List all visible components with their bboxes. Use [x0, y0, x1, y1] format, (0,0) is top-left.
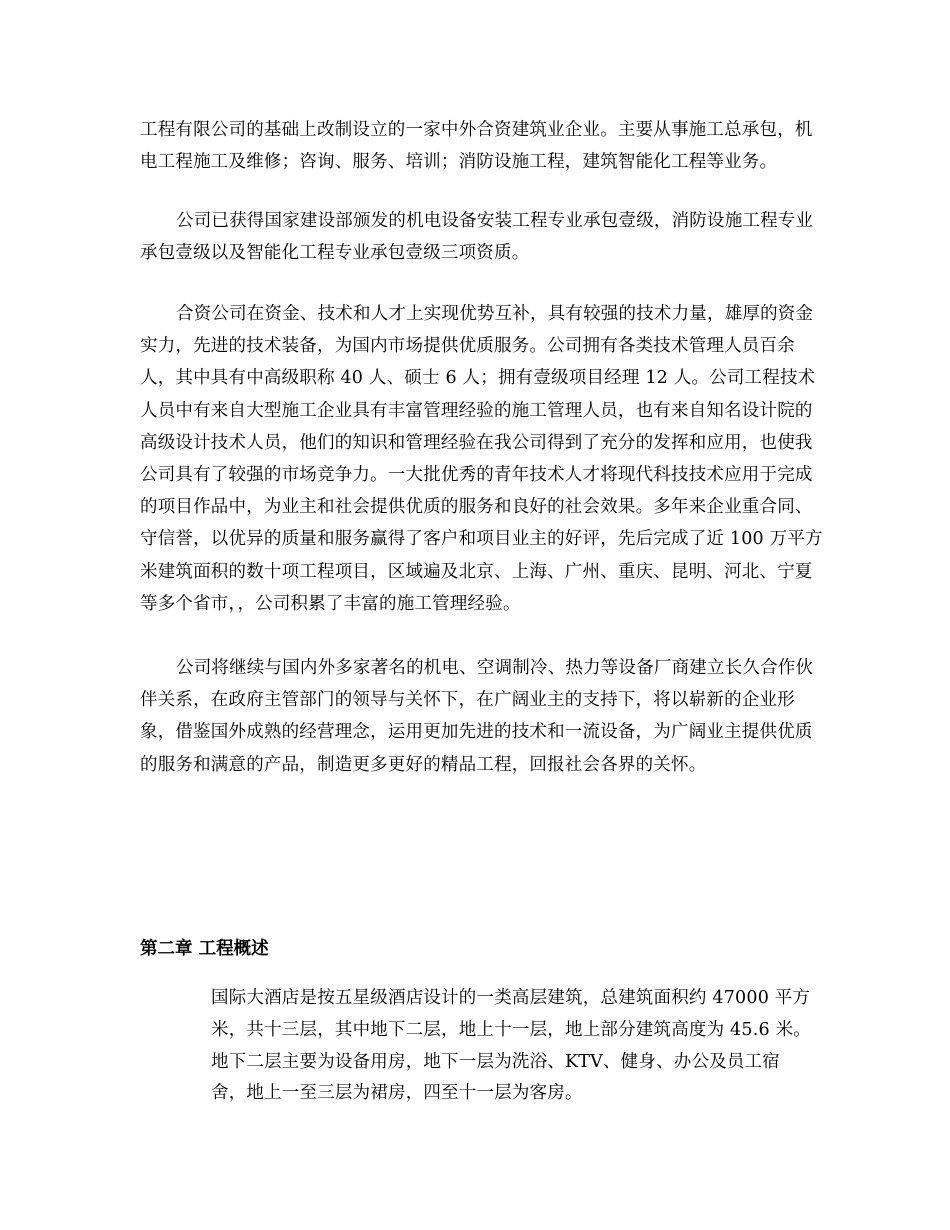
qualification-paragraph: 公司已获得国家建设部颁发的机电设备安装工程专业承包壹级，消防设施工程专业承包壹级以及智能化工程专业承包壹级三项资质。 — [140, 211, 814, 264]
company-strength-paragraph: 合资公司在资金、技术和人才上实现优势互补，具有较强的技术力量，雄厚的资金实力，先进的技术装备，为国内市场提供优质服务。公司拥有各类技术管理人员百余人，其中具有中高级职称 40 人、硕士 6 人；拥有壹级项目经理 12 人。公司工程技术人员中有来自大型施工企业具有丰富管理经验的施工管理人员，也有来自知名设计院的高级设计技术人员，他们的知识和管理经验在我公司得到了充分的发挥和应用，也使我公司具有了较强的市场竞争力。一大批优秀的青年技术人才将现代科技技术应用于完成的项目作品中，为业主和社会提供优质的服务和良好的社会效果。多年来企业重合同、守信誉，以优异的质量和服务赢得了客户和项目业主的好评，先后完成了近 100 万平方米建筑面积的数十项工程项目，区域遍及北京、上海、广州、重庆、昆明、河北、宁夏等多个省市，，公司积累了丰富的施工管理经验。 — [140, 304, 823, 614]
company-outlook-paragraph: 公司将继续与国内外多家著名的机电、空调制冷、热力等设备厂商建立长久合作伙伴关系，在政府主管部门的领导与关怀下，在广阔业主的支持下，将以崭新的企业形象，借鉴国外成熟的经营理念，运用更加先进的技术和一流设备，为广阔业主提供优质的服务和满意的产品，制造更多更好的精品工程，回报社会各界的关怀。 — [140, 658, 814, 775]
company-intro-paragraph: 工程有限公司的基础上改制设立的一家中外合资建筑业企业。主要从事施工总承包，机电工程施工及维修；咨询、服务、培训；消防设施工程，建筑智能化工程等业务。 — [140, 120, 813, 173]
project-overview-paragraph: 国际大酒店是按五星级酒店设计的一类高层建筑，总建筑面积约 47000 平方米，共十三层，其中地下二层，地上十一层，地上部分建筑高度为 45.6 米。地下二层主要为设备用房，地下一层为洗浴、KTV、健身、办公及员工宿舍，地上一至三层为裙房，四至十一层为客房。 — [211, 988, 811, 1104]
chapter-title: 第二章 工程概述 — [140, 939, 269, 959]
